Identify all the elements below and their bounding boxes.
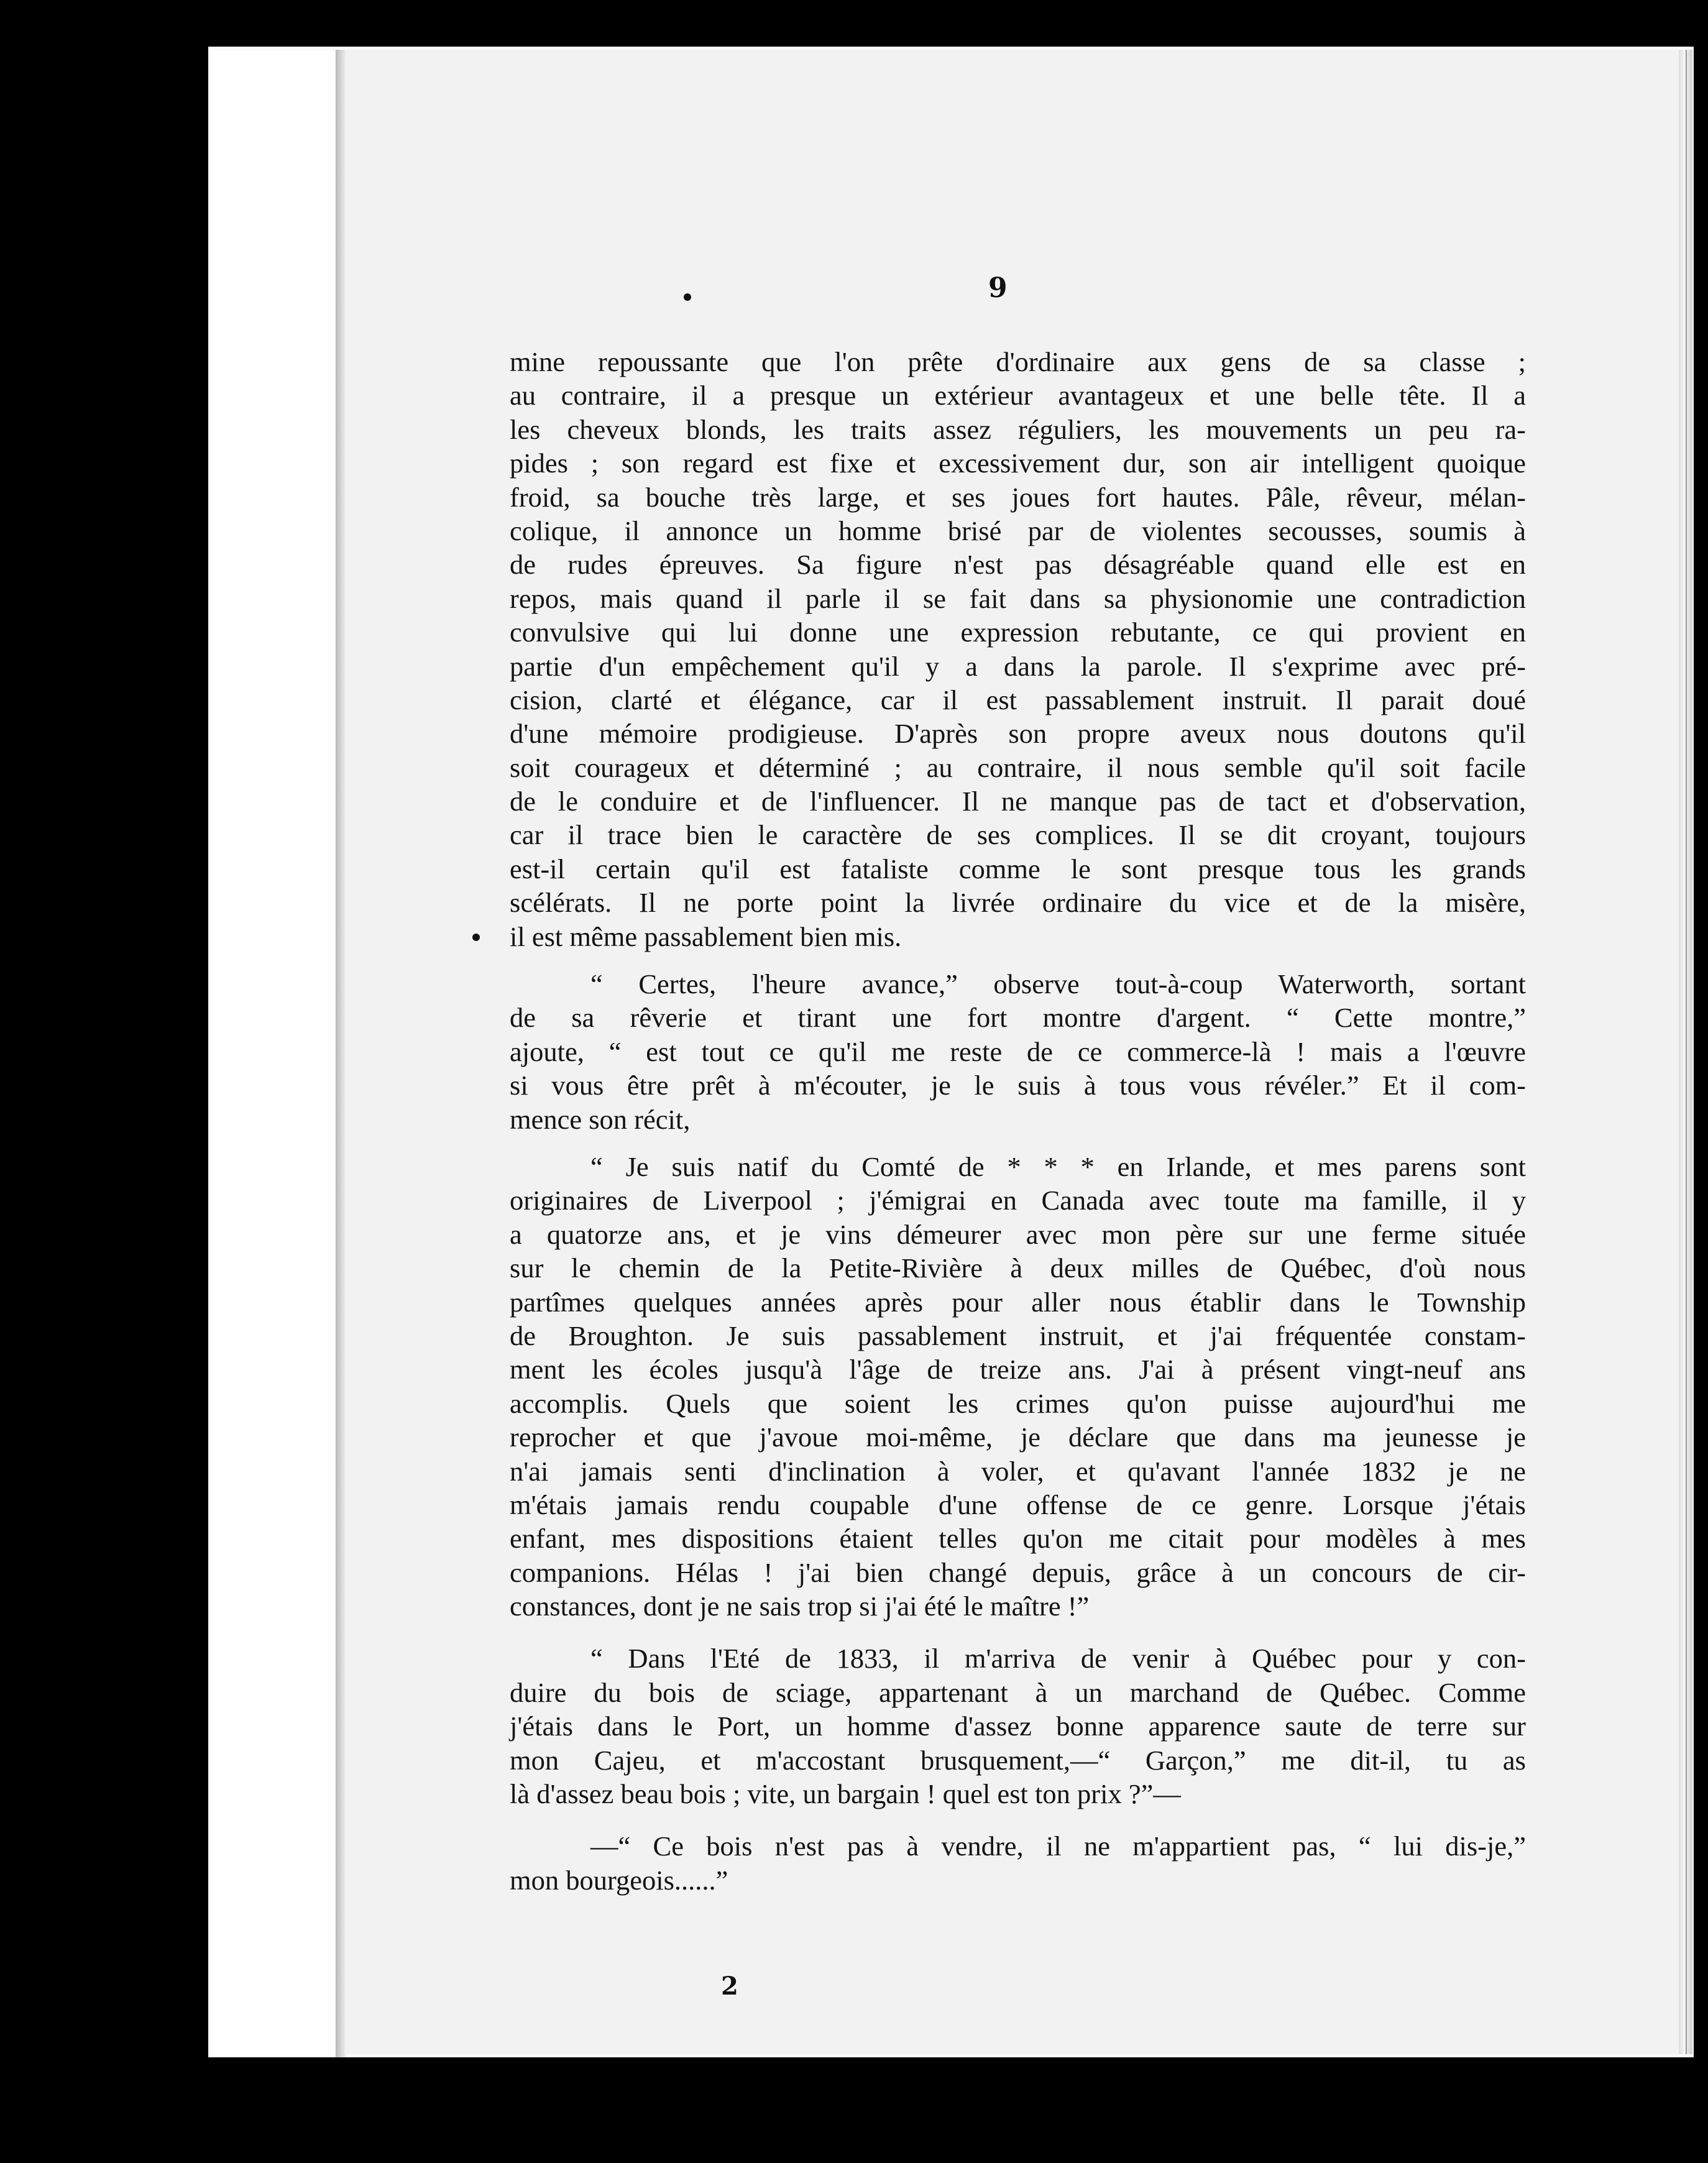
text-line: constances, dont je ne sais trop si j'ai été le maître !” (510, 1591, 1090, 1622)
paragraph-spacer (510, 953, 1526, 967)
text-line: colique, il annonce un homme brisé par de violentes secousses, soumis à (510, 515, 1526, 546)
text-line: duire du bois de sciage, appartenant à un marchand de Québec. Comme (510, 1676, 1526, 1708)
text-line: ment les écoles jusqu'à l'âge de treize ans. J'ai à présent vingt-neuf ans (510, 1354, 1526, 1385)
text-line: est-il certain qu'il est fataliste comme le sont presque tous les grands (510, 853, 1526, 884)
page-number: 9 (988, 272, 1008, 304)
body-text (510, 345, 1526, 1897)
paragraph (510, 967, 1526, 1136)
text-line: là d'assez beau bois ; vite, un bargain ! quel est ton prix ?”— (510, 1778, 1181, 1810)
ink-speck (472, 934, 480, 941)
text-line: au contraire, il a presque un extérieur avantageux et une belle tête. Il a (510, 380, 1526, 411)
text-line: j'étais dans le Port, un homme d'assez bonne apparence saute de terre sur (510, 1711, 1526, 1742)
text-line: enfant, mes dispositions étaient telles qu'on me citait pour modèles à mes (510, 1523, 1526, 1555)
text-line: repos, mais quand il parle il se fait dans sa physionomie une contradiction (510, 582, 1526, 614)
left-page-edge (211, 51, 337, 2055)
text-line: convulsive qui lui donne une expression rebutante, ce qui provient en (510, 617, 1526, 648)
text-line: mence son récit, (510, 1103, 691, 1135)
text-line: soit courageux et déterminé ; au contraire, il nous semble qu'il soit facile (510, 751, 1526, 783)
paragraph (510, 1829, 1526, 1897)
paragraph-spacer (510, 1811, 1526, 1829)
text-line: il est même passablement bien mis. (510, 921, 902, 952)
text-line: scélérats. Il ne porte point la livrée ordinaire du vice et de la misère, (510, 887, 1526, 919)
text-line: —“ Ce bois n'est pas à vendre, il ne m'appartient pas, “ lui dis-je,” (590, 1830, 1526, 1862)
book-gutter (336, 50, 346, 2057)
text-line: sur le chemin de la Petite-Rivière à deux milles de Québec, d'où nous (510, 1252, 1526, 1284)
text-line: pides ; son regard est fixe et excessivement dur, son air intelligent quoique (510, 448, 1526, 479)
text-line: accomplis. Quels que soient les crimes qu'on puisse aujourd'hui me (510, 1387, 1526, 1419)
text-line: partîmes quelques années après pour aller nous établir dans le Township (510, 1286, 1526, 1318)
signature-mark: 2 (721, 1972, 738, 2001)
text-line: originaires de Liverpool ; j'émigrai en Canada avec toute ma famille, il y (510, 1185, 1526, 1216)
text-line: “ Certes, l'heure avance,” observe tout-à-coup Waterworth, sortant (590, 968, 1526, 1000)
text-line: “ Je suis natif du Comté de * * * en Irlande, et mes parens sont (590, 1150, 1526, 1182)
text-line: “ Dans l'Eté de 1833, il m'arriva de venir à Québec pour y con- (590, 1643, 1526, 1674)
text-line: les cheveux blonds, les traits assez réguliers, les mouvements un peu ra- (510, 413, 1526, 445)
text-line: car il trace bien le caractère de ses complices. Il se dit croyant, toujours (510, 819, 1526, 851)
text-line: reprocher et que j'avoue moi-même, je déclare que dans ma jeunesse je (510, 1421, 1526, 1453)
paragraph-spacer (510, 1623, 1526, 1642)
text-line: m'étais jamais rendu coupable d'une offense de ce genre. Lorsque j'étais (510, 1489, 1526, 1520)
text-line: mon bourgeois......” (510, 1864, 728, 1896)
text-line: de rudes épreuves. Sa figure n'est pas désagréable quand elle est en (510, 549, 1526, 581)
text-line: a quatorze ans, et je vins démeurer avec mon père sur une ferme située (510, 1218, 1526, 1250)
paragraph (510, 1642, 1526, 1811)
paragraph (510, 1150, 1526, 1623)
text-line: n'ai jamais senti d'inclination à voler, et qu'avant l'année 1832 je ne (510, 1455, 1526, 1487)
text-line: ajoute, “ est tout ce qu'il me reste de ce commerce-là ! mais a l'œuvre (510, 1036, 1526, 1067)
text-line: de le conduire et de l'influencer. Il ne manque pas de tact et d'observation, (510, 786, 1526, 817)
text-line: partie d'un empêchement qu'il y a dans la parole. Il s'exprime avec pré- (510, 650, 1526, 682)
page-border-line (1686, 50, 1687, 2054)
text-line: si vous être prêt à m'écouter, je le suis à tous vous révéler.” Et il com- (510, 1070, 1526, 1101)
text-line: d'une mémoire prodigieuse. D'après son propre aveux nous doutons qu'il (510, 718, 1526, 750)
text-line: froid, sa bouche très large, et ses joues fort hautes. Pâle, rêveur, mélan- (510, 481, 1526, 513)
text-line: companions. Hélas ! j'ai bien changé depuis, grâce à un concours de cir- (510, 1556, 1526, 1588)
text-line: de Broughton. Je suis passablement instruit, et j'ai fréquentée constam- (510, 1320, 1526, 1351)
text-line: mine repoussante que l'on prête d'ordinaire aux gens de sa classe ; (510, 346, 1526, 377)
paragraph-spacer (510, 1136, 1526, 1150)
text-line: de sa rêverie et tirant une fort montre d'argent. “ Cette montre,” (510, 1002, 1526, 1034)
paragraph (510, 345, 1526, 953)
ink-speck (684, 293, 691, 301)
text-line: mon Cajeu, et m'accostant brusquement,—“ Garçon,” me dit-il, tu as (510, 1744, 1526, 1776)
text-line: cision, clarté et élégance, car il est passablement instruit. Il parait doué (510, 684, 1526, 715)
